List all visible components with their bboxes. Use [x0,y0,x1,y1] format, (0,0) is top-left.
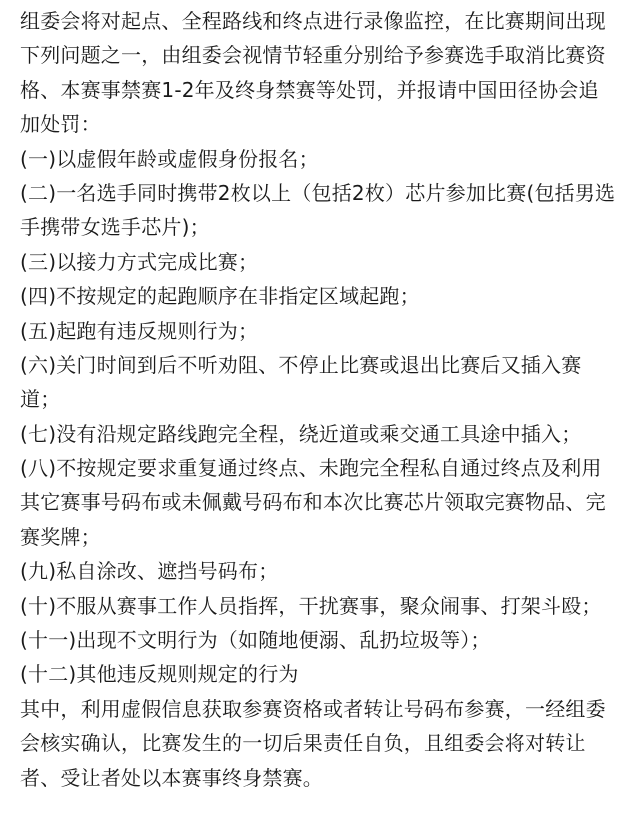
paragraph-line: 会核实确认，比赛发生的一切后果责任自负，且组委会将对转让 [20,731,586,756]
list-item: (十)不服从赛事工作人员指挥，干扰赛事，聚众闹事、打架斗殴； [20,593,602,618]
list-item: (五)起跑有违反规则行为； [20,318,259,343]
list-item: (三)以接力方式完成比赛； [20,249,259,274]
list-item: 手携带女选手芯片)； [20,215,210,240]
list-item: (十一)出现不文明行为（如随地便溺、乱扔垃圾等）； [20,628,491,653]
list-item: (一)以虚假年龄或虚假身份报名； [20,146,319,171]
list-item: (七)没有沿规定路线跑完全程，绕近道或乘交通工具途中插入； [20,421,582,446]
list-item: (六)关门时间到后不听劝阻、不停止比赛或退出比赛后又插入赛 [20,352,582,377]
list-item: 道； [20,387,61,412]
list-item: (九)私自涂改、遮挡号码布； [20,559,279,584]
paragraph-line: 其中，利用虚假信息获取参赛资格或者转让号码布参赛，一经组委 [20,696,606,721]
list-item: (四)不按规定的起跑顺序在非指定区域起跑； [20,284,420,309]
list-item: 赛奖牌； [20,524,101,549]
paragraph-line: 组委会将对起点、全程路线和终点进行录像监控，在比赛期间出现 [20,9,606,33]
list-item: (十二)其他违反规则规定的行为 [20,662,299,687]
paragraph-line: 者、受让者处以本赛事终身禁赛。 [20,765,323,790]
paragraph-line: 下列问题之一，由组委会视情节轻重分别给予参赛选手取消比赛资 [20,43,606,68]
list-item: (二)一名选手同时携带2枚以上（包括2枚）芯片参加比赛(包括男选 [20,180,616,205]
paragraph-line: 格、本赛事禁赛1-2年及终身禁赛等处罚，并报请中国田径协会追 [20,77,599,102]
list-item: (八)不按规定要求重复通过终点、未跑完全程私自通过终点及利用 [20,456,602,481]
list-item: 其它赛事号码布或未佩戴号码布和本次比赛芯片领取完赛物品、完 [20,490,606,515]
paragraph-line: 加处罚： [20,112,101,137]
